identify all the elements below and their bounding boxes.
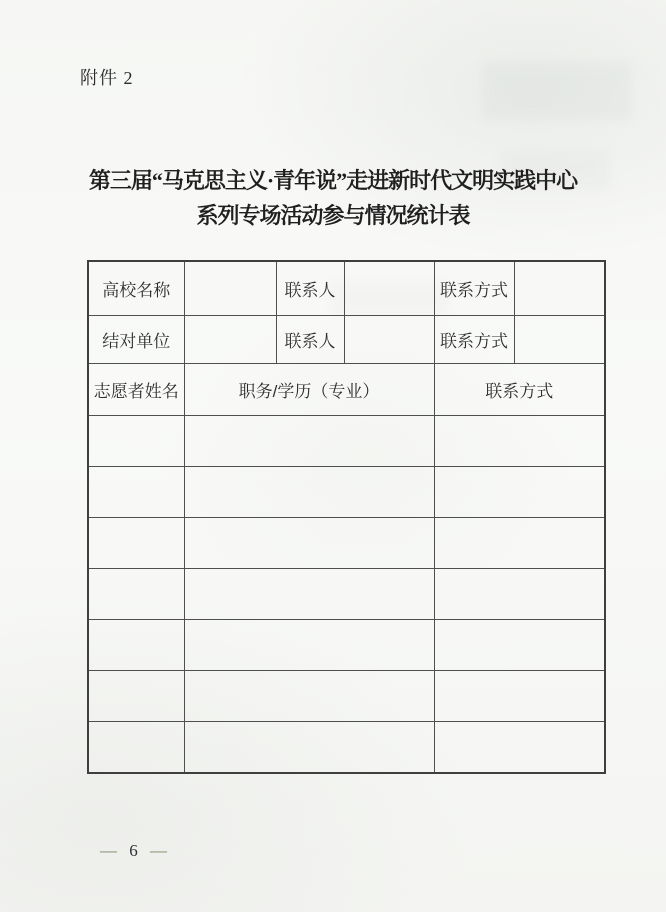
cell-contact-method bbox=[434, 569, 605, 620]
page-number bbox=[100, 841, 169, 861]
cell-volunteer-name bbox=[88, 620, 184, 671]
cell-volunteer-name bbox=[88, 416, 184, 467]
scan-artifact bbox=[482, 62, 632, 120]
page-number-right-dash: — bbox=[150, 841, 169, 860]
document-title bbox=[0, 163, 666, 233]
cell-volunteer-name bbox=[88, 467, 184, 518]
label-contact-method: 联系方式 bbox=[434, 364, 605, 416]
table-row-volunteer-entry bbox=[88, 569, 605, 620]
label-volunteer-name: 志愿者姓名 bbox=[88, 364, 184, 416]
table-row-volunteer-entry bbox=[88, 518, 605, 569]
cell-contact-person-value bbox=[344, 316, 434, 364]
cell-contact-method bbox=[434, 416, 605, 467]
cell-position-education bbox=[184, 620, 434, 671]
table-row-volunteer-entry bbox=[88, 620, 605, 671]
cell-position-education bbox=[184, 416, 434, 467]
attachment-label: 附件 2 bbox=[80, 68, 134, 88]
page-number-left-dash: — bbox=[100, 841, 119, 860]
cell-partner-unit-value bbox=[184, 316, 276, 364]
label-university-name: 高校名称 bbox=[88, 261, 184, 316]
table-row-volunteer-header bbox=[88, 364, 605, 416]
document-title-line2: 系列专场活动参与情况统计表 bbox=[196, 203, 470, 228]
table-row-volunteer-entry bbox=[88, 671, 605, 722]
cell-position-education bbox=[184, 518, 434, 569]
cell-volunteer-name bbox=[88, 671, 184, 722]
cell-contact-method-value bbox=[514, 316, 605, 364]
label-contact-method: 联系方式 bbox=[434, 316, 514, 364]
cell-position-education bbox=[184, 671, 434, 722]
cell-position-education bbox=[184, 467, 434, 518]
cell-contact-method bbox=[434, 620, 605, 671]
cell-contact-method bbox=[434, 518, 605, 569]
cell-position-education bbox=[184, 569, 434, 620]
label-contact-person: 联系人 bbox=[276, 261, 344, 316]
table-row-volunteer-entry bbox=[88, 467, 605, 518]
cell-university-name-value bbox=[184, 261, 276, 316]
label-contact-person: 联系人 bbox=[276, 316, 344, 364]
cell-position-education bbox=[184, 722, 434, 774]
cell-contact-method bbox=[434, 671, 605, 722]
cell-contact-method-value bbox=[514, 261, 605, 316]
table-row-university bbox=[88, 261, 605, 316]
document-title-line1: 第三届“马克思主义·青年说”走进新时代文明实践中心 bbox=[88, 168, 578, 193]
cell-volunteer-name bbox=[88, 569, 184, 620]
cell-contact-person-value bbox=[344, 261, 434, 316]
form-table-body bbox=[88, 261, 605, 773]
table-row-volunteer-entry bbox=[88, 722, 605, 774]
label-contact-method: 联系方式 bbox=[434, 261, 514, 316]
page-number-value: 6 bbox=[129, 841, 140, 860]
label-partner-unit: 结对单位 bbox=[88, 316, 184, 364]
cell-contact-method bbox=[434, 467, 605, 518]
cell-volunteer-name bbox=[88, 518, 184, 569]
statistics-form-table bbox=[87, 260, 606, 774]
label-position-education: 职务/学历（专业） bbox=[184, 364, 434, 416]
cell-contact-method bbox=[434, 722, 605, 774]
table-row-partner-unit bbox=[88, 316, 605, 364]
cell-volunteer-name bbox=[88, 722, 184, 774]
table-row-volunteer-entry bbox=[88, 416, 605, 467]
